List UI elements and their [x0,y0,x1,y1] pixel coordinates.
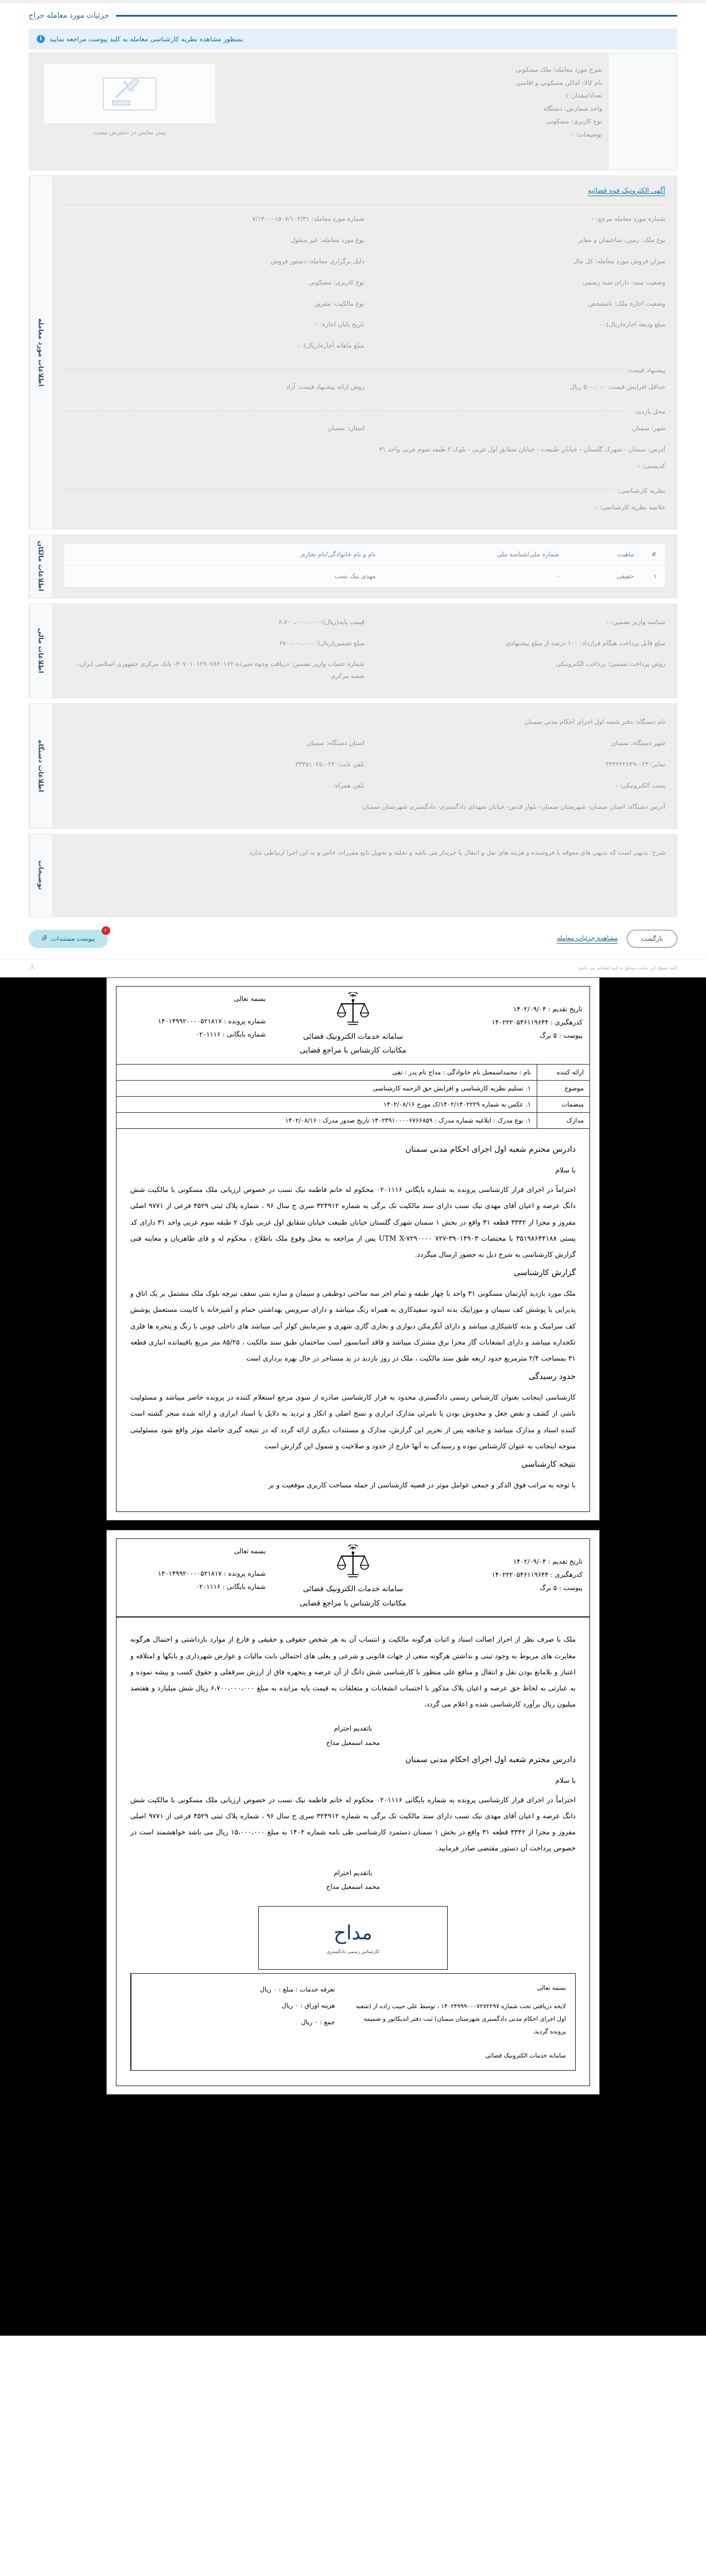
doc2-system-name: سامانه خدمات الکترونیک قضائی [302,1585,403,1594]
desc-item: نوع کاربری: مسکونی [546,118,602,126]
doc1-addressee: دادرس محترم شعبه اول اجرای احکام مدنی سمنان [405,1145,576,1155]
registration-note [344,1974,575,2070]
doc2-sign1-line2: محمد اسمعیل مداح [326,1738,380,1747]
registration-note-signature: سامانه خدمات الکترونیک قضائی [485,2052,566,2060]
deal-row-right: تاریخ پایان اجاره: - [315,321,364,329]
section-tab-label: اطلاعات مالکان [37,541,45,592]
doc1-val-subject: ۱. تسلیم نظریه کارشناسی و افزایش حق الزحمه کارشناسی [117,1081,537,1097]
col-index: # [642,543,665,565]
doc2-head-right [117,1539,273,1616]
section-financial [29,603,677,699]
doc2-fee-request-paragraph: احتراماً در اجرای قرار کارشناسی پرونده به شماره بایگانی ۰۲۰۱۱۱۶ محکوم له خانم فاطمه نیک نسب در خصوص ارزیابی ملک مسکونی با مالکیت شش دانگ عرصه و اعیان آقای مهدی نیک نسب دارای سند مالکیت تک برگی به شماره ۳۲۴۹۱۲ سری ج سال ۹۶ ، شماره پلاک ثبتی ۴۵۲۹ فرعی از ۹۷۷۱ اصلی مفروز و مجزا از ۳۳۴۲ قطعه ۳۱ واقع در بخش ۱ سمنان دستمزد کارشناسی طی نامه شماره ۱۴۰۲ به مبلغ ۱۵،۰۰۰،۰۰۰ ریال می باشد خواهشمند است در خصوص پرداخت آن دستور مقتضی صادر فرمایید. [130,1795,576,1853]
app-container [0,3,706,958]
desc-item: نام کالا: اماکن مسکونی و اقامتی [515,79,602,87]
section-tab-label: توضیحات [37,860,45,890]
fee-total: جمع : ۰ ریال [301,2018,335,2026]
desc-item: توضیحات: - [571,130,602,138]
doc1-archive-label: شماره بایگانی : [222,1030,266,1038]
expert-group-header [64,484,665,495]
document-page-separator [0,1521,706,1530]
doc2-archive-no: ۰۲۰۱۱۱۶ [195,1583,221,1591]
visit-grid [64,418,665,477]
emblem-icon [29,964,36,973]
doc1-val-documents: ۱. نوع مدرک : ابلاغیه شماره مدرک : ۱۴۰۲۴۹۱۰۰۰۰۶۷۶۶۸۵۹ تاریخ صدور مدرک : ۱۴۰۲/۰۸/۱۶ [117,1113,537,1129]
doc1-key-documents: مدارک [537,1113,590,1129]
expert-summary: خلاصه نظریه کارشناسی: - [595,503,665,511]
financial-row-left: روش پرداخت تضمین: پرداخت الکترونیکی [556,660,665,668]
agency-row-left: شهر دستگاه: سمنان [611,739,665,747]
price-row-left: حداقل افزایش قیمت: ۵۰۰،۰۰۰ ریال [570,383,665,391]
doc1-heading-result: نتیجه کارشناسی [521,1459,576,1469]
col-national-id: شماره ملی/شناسه ملی [384,543,568,565]
section-tab-label: اطلاعات مالی [37,628,45,673]
doc2-addressee: دادرس محترم شعبه اول اجرای احکام مدنی سمنان [405,1755,576,1764]
doc1-intro-paragraph: احتراماً در اجرای قرار کارشناسی پرونده به شماره بایگانی ۰۲۰۱۱۱۶ محکوم له خانم فاطمه نیک نسب در خصوص ارزیابی ملک مسکونی با مالکیت شش دانگ عرصه و اعیان آقای مهدی نیک نسب دارای سند مالکیت تک برگی به شماره ۳۲۴۹۱۲ سری ج سال ۹۶ ، شماره پلاک ثبتی ۴۵۲۹ فرعی از ۹۷۷۱ اصلی مفروز و مجزا از ۳۳۴۲ قطعه ۳۱ واقع در بخش ۱ سمنان شهرک گلستان خیابان طبیعت خیابان شقایق اول غربی بلوک ۲ طبقه سوم غربی واحد ۳۱ دارای کد پستی ۳۵۱۹۸۶۴۴۱۸۸ با مختصات UTM X-۷۲۹۰۰۰۰ ۷۲۷-۳۹۰۱۴۹۰۳ پس از مراجعه به محل وقوع ملک باطلاع ، محکوم له و قای طاهریان و معاینه فنی گزارش کارشناسی به شرح ذیل به حضور ارسال میگردد. [130,1186,576,1259]
fee-amounts [131,1974,344,2070]
doc2-sign2-line2: محمد اسمعیل مداح [326,1882,380,1891]
doc1-attachment-count: ۵ برگ [540,1031,557,1039]
page-title: جزئیات مورد معامله حراج [29,11,109,20]
doc1-letterhead [116,986,590,1065]
section-tab-owners[interactable] [29,535,52,598]
doc2-head-left [433,1539,589,1616]
desc-item: واحد شمارش: دستگاه [544,104,602,112]
deal-row-right: نوع مورد معامله: غیر منقول [290,236,364,244]
expert-group-label: نظریه کارشناسی: [614,487,666,494]
doc2-greeting: با سلام [555,1776,576,1784]
doc2-body [116,1617,590,2086]
deal-row-right: نوع کاربری: مسکونی [308,278,364,286]
deal-info-grid [64,209,665,357]
section-owners [29,535,677,598]
doc1-heading-expert-report: گزارش کارشناسی [514,1268,576,1278]
section-notes [29,834,677,917]
doc2-case-no-label: شماره پرونده : [223,1569,266,1578]
financial-row-right: مبلغ تضمین(ریال): ۶۷۰،۰۰۰،۰۰۰ [279,639,364,647]
doc2-tracking-code: ۱۴۰۲۲۲۰۵۴۶۱۱۹۶۴۴ [491,1570,549,1579]
registration-bismillah: بسمه تعالی [537,1984,566,1992]
doc1-case-no-label: شماره پرونده : [223,1016,266,1025]
doc1-val-provider: نام : محمداسمعیل نام خانوادگی : مداح نام پدر : تقی [117,1065,537,1081]
section-body-deal-info [52,176,677,529]
attach-documents-button[interactable] [29,927,108,948]
doc1-meta-table [116,1064,590,1129]
table-header-row [64,543,665,565]
doc1-tracking-label: کدرهگیری : [550,1018,583,1026]
deal-row-right: شماره مورد معامله: ۷/۱۴۰۰۰۱۵۰۷/۱۰۳/۳۱ [252,215,364,223]
visit-postal-code: کدپستی: - [638,462,665,470]
financial-row-right: قیمت پایه(ریال): ۶،۷۰۰،۰۰۰،۰۰۰ [278,618,364,626]
price-group-label: پیشنهاد قیمت: [623,367,665,374]
deal-row-left [364,336,665,357]
deal-row-left: نوع ملک: زمین، ساختمان و معابر [578,236,665,244]
paperclip-icon [41,935,48,943]
registration-note-body: لایحه دریافتی تحت شماره ۱۴۰۲۴۹۹۹۰۰۰۷۲۷۲۲۹۷ ، توسط علی حبیب زاده از (شعبه اول اجرای احکام مدنی دادگستری شهرستان سمنان) ثبت دفتر اندیکاتور و ضمیمه پرونده گردید. [355,2002,566,2036]
price-group-header [64,364,665,375]
doc1-expert-report-paragraph: ملک مورد بازدید آپارتمان مسکونی ۳۱ واحد با چهار طبقه و تمام اجر سه ساختی دوطبقی و سیمان و سازه بتنی سقف تیرچه بلوک ملک مشتمل بر یک اتاق و پذیرایی با پوشش کف سیمان و موزاییک بدنه اندود سفیدکاری به همراه رنگ میباشد و دارای سرویس بهداشتی حمام و آشپزخانه با کابینت مستعمل پوشش کف سرامیک و بدنه کاشیکاری میباشد و دارای آبگرمکن دیواری و بخاری گازی شهری و سرمایش کولر آبی میباشد های داخلی چوبی با رنگ و پنجره ها فلزی تکجداره میباشد و دارای انشعابات گاز مجزا برق مشترک میباشد و فاقد آسانسور است ساختمان طبق سند مالکیت ، ۸۵/۲۵ متر مربع باقیمانده انباری قطعه ۳۱ بمساحت ۲/۴ مترمربع حدود اربعه طبق سند مالکیت ، ملک در روز بازدید در ید مستاجر در حال بهره برداری است [130,1289,576,1362]
doc1-key-subject: موضوع [537,1081,590,1097]
doc1-val-enclosures: ۱. عکس به شماره ۱۴۰۲/۱۴۰۲۲۲۹/ک مورخ ۱۴۰۲/۰۸/۱۶ [117,1097,537,1113]
doc2-sign2-line1: باتقدیم احترام [333,1868,373,1877]
agency-row-left: پست الکترونیکی: - [615,781,665,789]
attach-count-badge: ۲ [102,926,110,935]
owners-table [64,543,665,587]
col-nature: ماهیت [568,543,642,565]
expert-grid [64,497,665,519]
doc2-head-mid [273,1539,433,1616]
cell-index: ۱ [653,572,657,580]
info-alert [29,29,677,49]
doc2-attachment-count: ۵ برگ [540,1584,557,1592]
table-row [117,1113,590,1129]
attach-documents-label: پیوست مستندات [51,936,95,943]
doc2-tracking-label: کدرهگیری : [550,1570,583,1579]
view-deal-details-link[interactable]: مشاهده جزئیات معامله [557,934,618,944]
doc1-date-label: تاریخ تقدیم : [548,1004,583,1013]
notes-text: شرح: بدیهی است که بدیهی های معوقه با فروشنده و هزینه های نقل و انتقال با خریدار می باشد و تخلیه و تحویل تابع مقررات خاص و به این اجرا ارتباطی ندارد. [247,848,665,856]
doc2-case-no: ۱۴۰۱۴۹۹۲۰۰۰۰۵۲۱۸۱۷ [158,1569,222,1578]
doc1-greeting: با سلام [555,1166,576,1175]
doc1-key-enclosures: منضمات [537,1097,590,1113]
doc1-key-provider: ارائه کننده [537,1065,590,1081]
doc1-bismillah: بسمه تعالی [234,994,266,1003]
deal-row-right: نوع مالکیت: مفروز [315,299,364,307]
doc2-signature-block-2 [130,1866,576,1893]
agency-row-left: نمابر: ۰۲۳-۳۳۳۴۴۲۶۴۹ [605,761,665,769]
section-tab-label: اطلاعات مورد معامله [37,318,45,387]
info-icon: i [37,35,45,43]
doc1-tracking-code: ۱۴۰۲۲۲۰۵۴۶۱۱۹۶۴۴ [491,1018,549,1026]
table-row [117,1097,590,1113]
section-tab-agency[interactable] [29,704,52,828]
stamp-signature-text: مداح [333,1921,373,1944]
section-tab-financial[interactable] [29,604,52,698]
table-row [117,1065,590,1081]
section-body-owners [52,535,677,598]
document-page-1 [106,977,600,1521]
doc2-valuation-paragraph: ملک با صرف نظر از احراز اصالت اسناد و اثبات هرگونه مالکیت و انتساب آن به هر شخص حقوقی و حقیقی و فارغ از موارد بازداشتی و احتمال هرگونه مغایرت های مربوط به وجود تینی و نداشتن هرگونه منعی از جهات قانونی و شرعی و بعلی های احتمالی بابت مالیات و عوارض شهرداری و بانکها و امتلافه و اعتبار و بلامانع بودن نقل و انتقال و منافع علی منظور با کارشناسی شش دانگ از آن عرصه و پنجهره فاق از ارزش سرقفلی و حقوق کسب و پیشه نموده و به عبارتی به لحاظ حق عرصه و اعیان پلاک مذکور با اختساب انشعابات و متعلقات به قیمت پایه مزایده به مبلغ ۶،۷۰۰،۰۰۰،۰۰۰ ریال شش میلیارد و هفتصد میلیون ریال برآورد کارشناسی شده و اعلام می گردد. [130,1635,576,1709]
doc2-sign1-line1: باتقدیم احترام [333,1724,373,1733]
section-body-agency [52,704,677,828]
section-agency [29,703,677,828]
agency-address: آدرس دستگاه: استان سمنان- شهرستان سمنان- بلوار قدس- خیابان شهدای دادگستری- دادگستری شهرستان سمنان [362,802,665,810]
gavel-placeholder-icon [95,71,164,117]
desc-item: تعداد/مقدار: ۱ [565,92,602,100]
footer-copyright: کلیه حقوق این سایت متعلق به قوه قضائیه می باشد. [577,965,677,971]
media-thumbnail [44,64,216,124]
table-row [64,565,665,587]
document-page-2 [106,1530,600,2095]
action-bar [29,917,677,958]
col-full-name: نام و نام خانوادگی/نام تجاری [64,543,384,565]
media-caption: پیش نمایش در دسترس نیست [94,130,166,136]
visit-address: آدرس: سمنان - شهرک گلستان - خیابان طبیعت - خیابان شقایق اول غربی - بلوک ۲ طبقه سوم غربی واحد ۳۱ [379,446,665,454]
cell-nature: حقیقی [616,572,634,580]
section-tab-deal-info[interactable] [29,176,52,529]
doc1-heading-scope: حدود رسیدگی [529,1372,576,1382]
visit-row-right: استان: سمنان [327,424,364,432]
back-button[interactable]: بازگشت [627,930,677,948]
price-grid [64,377,665,398]
section-body-notes [52,835,677,917]
financial-row-right: شماره حساب واریز تضمین: دریافت وجوه سپرده-۴۰۷۰۱۰۱۲۹۰۷۸۲۰۱۶۲- بانک مرکزی جمهوری اسلامی ایران- شعبه مرکزی [77,660,364,680]
doc1-system-name: سامانه خدمات الکترونیک قضائی [302,1032,403,1041]
doc1-date: ۱۴۰۲/۰۹/۰۴ [513,1004,546,1013]
agency-row-right: تلفن همراه: - [328,781,364,789]
fee-summary-table [130,1973,576,2071]
deal-row-right: دلیل برگزاری معامله: دستور فروش [270,257,364,265]
doc2-system-subtitle: مکاتبات کارشناس با مراجع قضایی [300,1599,406,1608]
site-footer [0,958,706,977]
agency-grid [64,712,665,817]
doc1-head-left [433,987,589,1064]
info-alert-text: بمنظور مشاهده نظریه کارشناسی معامله به کلید پیوست مراجعه نمایید [49,35,243,43]
deal-row-left: وضعیت اجاره ملک: نامشخص [588,299,665,307]
doc1-system-subtitle: مکاتبات کارشناس با مراجع قضایی [300,1046,406,1055]
visit-group-label: محل بازدید: [630,408,665,415]
stamp-subtitle: کارشناس رسمی دادگستری [327,1948,379,1954]
fee-paper-cost: هزینه اوراق : ۰ ریال [281,2002,335,2010]
table-row [117,1081,590,1097]
left-action-group [557,930,677,948]
doc2-date: ۱۴۰۲/۰۹/۰۴ [513,1557,546,1566]
doc1-archive-no: ۰۲۰۱۱۱۶ [195,1030,221,1038]
cell-national-id: - [557,572,560,580]
price-row-right: روش ارائه پیشنهاد قیمت: آزاد [285,383,364,391]
doc1-case-no: ۱۴۰۱۴۹۹۲۰۰۰۰۵۲۱۸۱۷ [158,1016,222,1025]
media-description-block [29,53,677,170]
page-title-bar [29,3,677,24]
section-deal-info [29,176,677,529]
media-preview [29,53,230,170]
deal-row-left: میزان فروش مورد معامله: کل مال [573,257,665,265]
desc-item: شرح مورد معامله: ملک مسکونی [515,66,602,73]
agency-row-right: استان دستگاه: سمنان [307,739,364,747]
doc2-attachment-label: پیوست : [558,1584,583,1592]
justice-scales-icon [280,992,426,1028]
deal-row-right: مبلغ ماهانه اجاره(ریال): - [297,342,364,350]
notes-grid [64,843,665,864]
document-bottom-spacer [0,2095,706,2336]
doc1-head-right [117,987,273,1064]
deal-row-left: شماره مورد معامله مرجع: - [591,215,665,223]
doc2-date-label: تاریخ تقدیم : [548,1557,583,1566]
doc1-head-mid [273,987,433,1064]
ejudiciary-announcement-link[interactable]: آگهی الکترونیک قوه قضائیه [588,186,665,196]
financial-row-left: مبلغ قابل پرداخت هنگام قرارداد: ۱۰۰ درصد از مبلغ پیشنهادی [505,639,665,647]
doc1-result-paragraph: با توجه به مراتب فوق الذکر و جمعی عوامل موثر در قضیه کارشناسی از جمله مساحت کاربری موقعیت و بر [268,1480,576,1489]
doc1-scope-paragraph: کارشناسی اینجانب بعنوان کارشناس رسمی دادگستری محدود به قرار کارشناسی صادره از سوی مرجع استعلام کننده در پرونده حاضر میباشد و مسئولیت ناشی از کشف و نقض جعل و مخدوش بودن یا نامرئی مدارک ابرازی و نسخ اصلی و انکار و تردید به دلایل یا اسناد ابرازی و ارائه شده منجر گشته است کننده اسناد و مدارک میباشد و چنانچه پس از تحریر این گزارش، مدارک و مستندات دیگری ارائه گردد که در نتیجه گیری حاصله موثر واقع شود مسئولیتی متوجه اینجانب به عنوان کارشناس نبوده و رسیدگی به آنها خارج از حدود و صلاحیت و شمول این گزارش است [130,1393,576,1450]
expert-stamp [258,1906,448,1970]
justice-scales-icon [280,1545,426,1580]
deal-row-left: وضعیت سند: دارای سند رسمی [583,278,665,286]
doc2-letterhead [116,1538,590,1617]
section-body-financial [52,604,677,698]
description-list [230,53,608,170]
section-tab-notes[interactable] [29,835,52,917]
agency-name: نام دستگاه: دفتر شعبه اول اجرای احکام مدنی سمنان [524,718,665,726]
doc2-archive-label: شماره بایگانی : [222,1583,266,1591]
doc1-body [116,1129,590,1512]
doc1-attachment-label: پیوست : [558,1031,583,1039]
visit-row-left: شهر: سمنان [632,424,665,432]
attached-document-viewer [0,977,706,2336]
financial-grid [64,612,665,688]
doc2-signature-block-1 [130,1721,576,1749]
visit-group-header [64,405,665,416]
doc2-bismillah: بسمه تعالی [234,1547,266,1556]
fee-service-tariff: تعرفه خدمات : مبلغ : ۰ ریال [260,1985,335,1993]
media-side-panel [608,53,677,170]
section-tab-label: اطلاعات دستگاه [37,740,45,792]
deal-row-left: مبلغ ودیعه اجاره(ریال): - [600,321,665,329]
agency-row-right: تلفن ثابت: ۰۲۳-۳۳۳۵۱۰۲۵ [295,761,364,769]
financial-row-left: شناسه واریز تضمین: - [606,618,665,626]
cell-full-name: مهدی نیک نسب [334,572,376,580]
title-rule [116,15,677,17]
